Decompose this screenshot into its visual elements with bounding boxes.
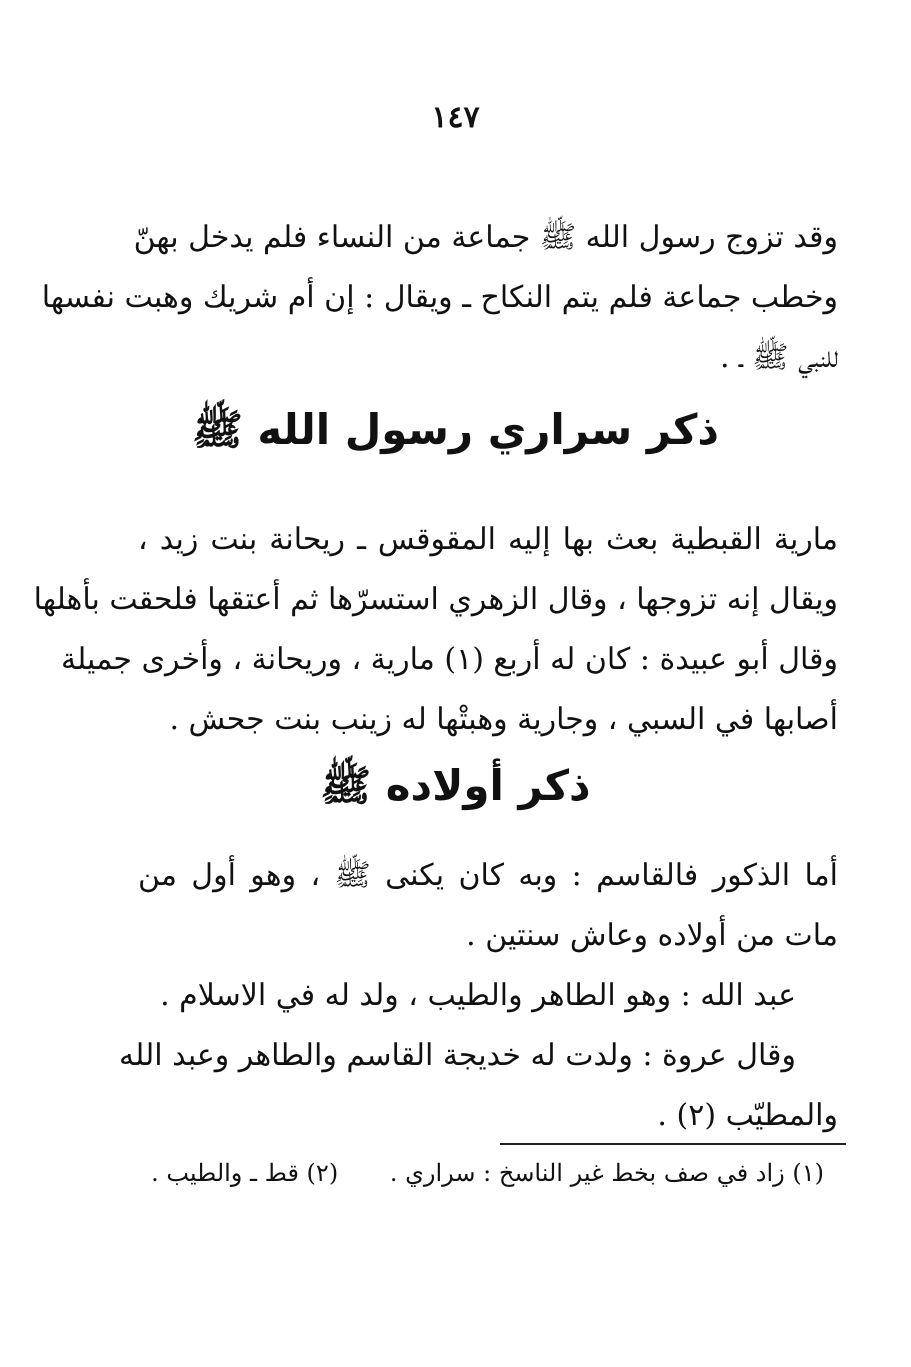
text-line: والمطيّب (٢) . <box>657 1098 838 1133</box>
text-line: أصابها في السبي ، وجارية وهبتْها له زينب بنت جحش . <box>169 702 838 737</box>
text-line: وقال أبو عبيدة : كان له أربع (١) مارية ، وريحانة ، وأخرى جميلة <box>61 642 838 677</box>
text-line: أما الذكور فالقاسم : وبه كان يكنى ﷺ ، وهو أول من <box>138 858 838 893</box>
text-line: مات من أولاده وعاش سنتين . <box>466 918 838 953</box>
footnote-2: (٢) قط ـ والطيب . <box>151 1159 339 1187</box>
text-line: وقد تزوج رسول الله ﷺ جماعة من النساء فلم يدخل بهنّ <box>133 220 838 255</box>
section-heading-concubines: ذكر سراري رسول الله ﷺ <box>192 405 719 454</box>
text-line: ويقال إنه تزوجها ، وقال الزهري استسرّها ثم أعتقها فلحقت بأهلها <box>33 582 838 617</box>
footnote-1: (١) زاد في صف بخط غير الناسخ : سراري . <box>389 1159 824 1187</box>
text-line: عبد الله : وهو الطاهر والطيب ، ولد له في الاسلام . <box>160 978 796 1013</box>
page-number: ١٤٧ <box>431 100 480 135</box>
section-heading-children: ذكر أولاده ﷺ <box>320 761 591 810</box>
footnotes <box>138 1150 824 1196</box>
paragraph-children <box>119 846 838 1146</box>
text-line: مارية القبطية بعث بها إليه المقوقس ـ ريحانة بنت زيد ، <box>138 522 838 557</box>
footnote-divider <box>500 1143 846 1145</box>
paragraph-concubines <box>33 510 838 750</box>
text-line: وخطب جماعة فلم يتم النكاح ـ ويقال : إن أم شريك وهبت نفسها <box>41 280 838 315</box>
text-line: وقال عروة : ولدت له خديجة القاسم والطاهر وعبد الله <box>119 1038 796 1073</box>
paragraph-marriages <box>41 208 838 388</box>
text-line: للنبي ﷺ ـ . <box>719 340 838 375</box>
